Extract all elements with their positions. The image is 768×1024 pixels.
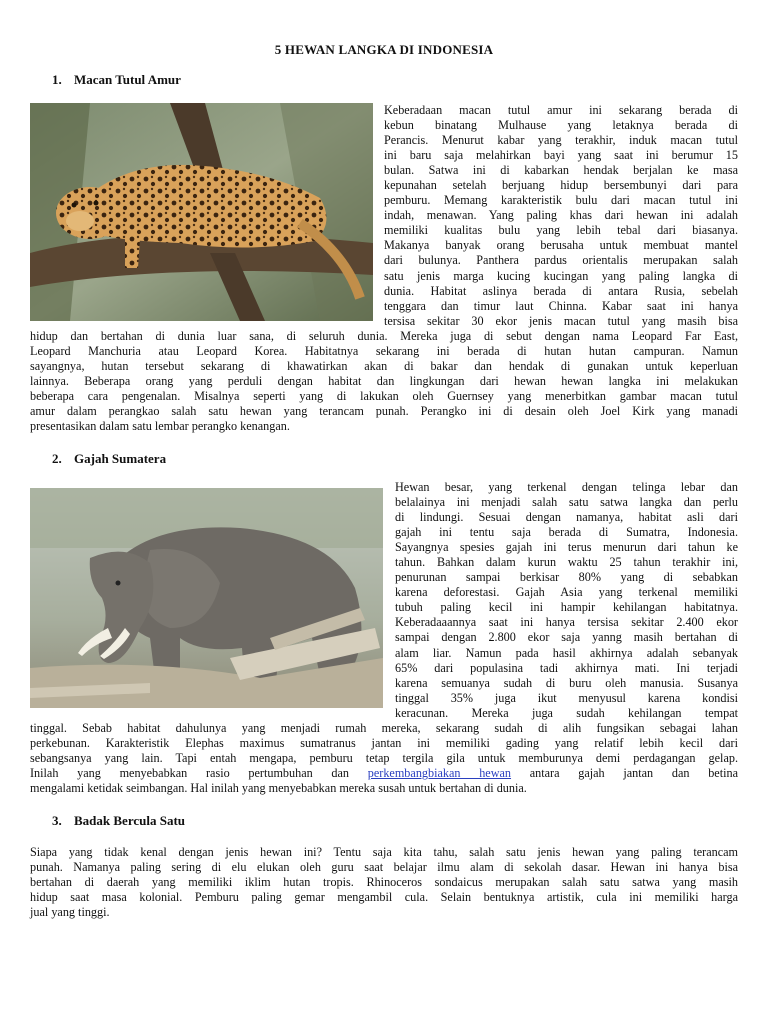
paragraph-line: dari bulunya. Panthera pardus orientalis merupakan salah: [384, 253, 738, 268]
section-number: 2.: [52, 451, 62, 466]
section-heading-text: Badak Bercula Satu: [74, 813, 186, 828]
paragraph-line: Perancis. Menurut kabar yang terakhir, induk macan tutul: [384, 133, 738, 148]
paragraph-line: keracunan. Mereka juga sudah kehilangan tempat: [395, 705, 738, 720]
paragraph-line: pemburu. Memang karakteristik bulu dari macan tutul ini: [384, 193, 738, 208]
paragraph-line: Leopard Manchuria atau Leopard Korea. Habitatnya sekarang ini berada di hutan hutan campuran. Namun: [30, 344, 738, 359]
section-heading-text: Gajah Sumatera: [74, 451, 167, 466]
section-1-full-text: [30, 329, 738, 434]
paragraph-line: ini baru saja melahirkan bayi yang saat ini berumur 15: [384, 148, 738, 163]
paragraph-line: lainnya. Beberapa orang yang perduli dengan habitat dan lingkungan dari hewan hewan langka ini melakukan: [30, 374, 738, 389]
paragraph-line: karena deforestasi. Gajah Asia yang terkenal memiliki: [395, 585, 738, 600]
paragraph-line: bertahan di daerah yang memiliki iklim hutan tropis. Rhinoceros sondaicus merupakan salah satu satwa yang masih: [30, 875, 738, 890]
paragraph-line: memiliki kualitas bulu yang lebih tebal dari biasanya.: [384, 223, 738, 238]
paragraph-line-with-link: [30, 766, 738, 781]
paragraph-line: mengalami ketidak seimbangan. Hal inilah yang menyebabkan mereka susah untuk bertahan di dunia.: [30, 781, 527, 796]
paragraph-line: bulan. Satwa ini di kabarkan hendak berjalan ke masa: [384, 163, 738, 178]
paragraph-line: amur dalam perangkao salah satu hewan yang terancam punah. Perangko ini di desain oleh Joel Kirk yang manadi: [30, 404, 738, 419]
elephant-photo: [30, 488, 383, 708]
paragraph-line: satu jenis marga kucing kucingan yang paling langka di: [384, 268, 738, 283]
perkembangbiakan-hewan-link[interactable]: perkembangbiakan hewan: [367, 766, 512, 781]
section-1-side-text: [384, 103, 738, 329]
paragraph-line: tenggara dan timur laut Chinna. Kabar saat ini hanya: [384, 298, 738, 313]
paragraph-line: Keberadaan macan tutul amur ini sekarang berada di: [384, 103, 738, 117]
section-2-full-text: [30, 721, 738, 796]
paragraph-line: tinggal. Sebab habitat dahulunya yang menjadi rumah mereka, sekarang sudah di alih fungsikan sebagai lahan: [30, 721, 738, 735]
paragraph-line: sebangsanya yang lain. Tapi entah mengapa, pemburu tetap tergila gila untuk memburunya demi perdagangan gelap.: [30, 751, 738, 766]
text-after-link: antara gajah jantan dan betina: [511, 766, 738, 781]
paragraph-line: sayangnya, hutan tersebut sekarang di khawatirkan akan di bakar dan hendak di gunakan untuk keperluan: [30, 359, 738, 374]
paragraph-line: Hewan besar, yang terkenal dengan telinga lebar dan: [395, 480, 738, 494]
paragraph-line: belalainya ini menjadi salah satu satwa langka dan perlu: [395, 495, 738, 510]
paragraph-line: karena semuanya sudah di buru oleh manusia. Susanya: [395, 675, 738, 690]
paragraph-line: perkebunan. Karakteristik Elephas maximus sumatranus jantan ini memiliki gading yang relatif lebih kecil dari: [30, 736, 738, 751]
paragraph-line: hidup dan bertahan di dunia luar sana, di seluruh dunia. Mereka juga di sebut dengan nama Leopard Far East,: [30, 329, 738, 343]
leopard-photo: [30, 103, 373, 321]
paragraph-line: tubuh paling kecil ini hampir kehilangan habitatnya.: [395, 600, 738, 615]
paragraph-line: Siapa yang tidak kenal dengan jenis hewan ini? Tentu saja kita tahu, salah satu jenis hewan yang paling terancam: [30, 845, 738, 859]
paragraph-line: gajah ini tentu saja berada di Sumatra, Indonesia.: [395, 525, 738, 540]
paragraph-line: tersisa sekitar 30 ekor jenis macan tutul yang masih bisa: [384, 313, 738, 328]
paragraph-line: tinggal 35% juga ikut menyusul karena kondisi: [395, 690, 738, 705]
paragraph-line: punah. Namanya paling sering di elu elukan oleh guru saat belajar ilmu alam di sekolah dasar. Hewan ini hanya bisa: [30, 860, 738, 875]
paragraph-line: sampai dengan 2.800 ekor saja yanng masih bertahan di: [395, 630, 738, 645]
paragraph-line: alam liar. Namun pada hasil akhirnya adalah sebanyak: [395, 645, 738, 660]
section-heading-3: [52, 813, 185, 829]
paragraph-line: beberapa cara pengenalan. Misalnya seperti yang di lakukan oleh Guernsey yang menerbitkan gambar macan tutul: [30, 389, 738, 404]
section-3-full-text: [30, 845, 738, 920]
paragraph-line: Makanya banyak orang berusaha untuk membuat mantel: [384, 238, 738, 253]
section-heading-text: Macan Tutul Amur: [74, 72, 181, 87]
paragraph-line: di lindungi. Sesuai dengan namanya, habitat asli dari: [395, 510, 738, 525]
paragraph-line: hidup saat masa kolonial. Pemburu paling gemar mengambil cula. Selain bentuknya artistik, cula ini memiliki harga: [30, 890, 738, 905]
section-heading-2: [52, 451, 166, 467]
paragraph-line: penurunan sampai berkisar 80% yang di sebabkan: [395, 570, 738, 585]
paragraph-line: jual yang tinggi.: [30, 905, 110, 920]
paragraph-line: dunia. Habitat aslinya berada di antara Rusia, sebelah: [384, 283, 738, 298]
section-number: 1.: [52, 72, 62, 87]
document-title: 5 HEWAN LANGKA DI INDONESIA: [274, 42, 494, 57]
paragraph-line: presentasikan dalam satu lembar perangko kenangan.: [30, 419, 290, 434]
text-before-link: Inilah yang menyebabkan rasio pertumbuhan dan: [30, 766, 368, 781]
paragraph-line: Sayangnya spesies gajah ini terus menurun dari tahun ke: [395, 540, 738, 555]
paragraph-line: kepunahan setelah berjuang hidup bersembunyi dari para: [384, 178, 738, 193]
paragraph-line: Keberadaaannya saat ini hanya tersisa sekitar 2.400 ekor: [395, 615, 738, 630]
paragraph-line: 65% dari populasina tadi akhirnya mati. Ini terjadi: [395, 660, 738, 675]
paragraph-line: indah, menawan. Yang paling khas dari hewan ini adalah: [384, 208, 738, 223]
section-heading-1: [52, 72, 181, 88]
section-2-side-text: [395, 480, 738, 721]
paragraph-line: tahun. Bahkan dalam kurun waktu 25 tahun terakhir ini,: [395, 555, 738, 570]
paragraph-line: kebun binatang Mulhause yang letaknya berada di: [384, 118, 738, 133]
section-number: 3.: [52, 813, 62, 828]
